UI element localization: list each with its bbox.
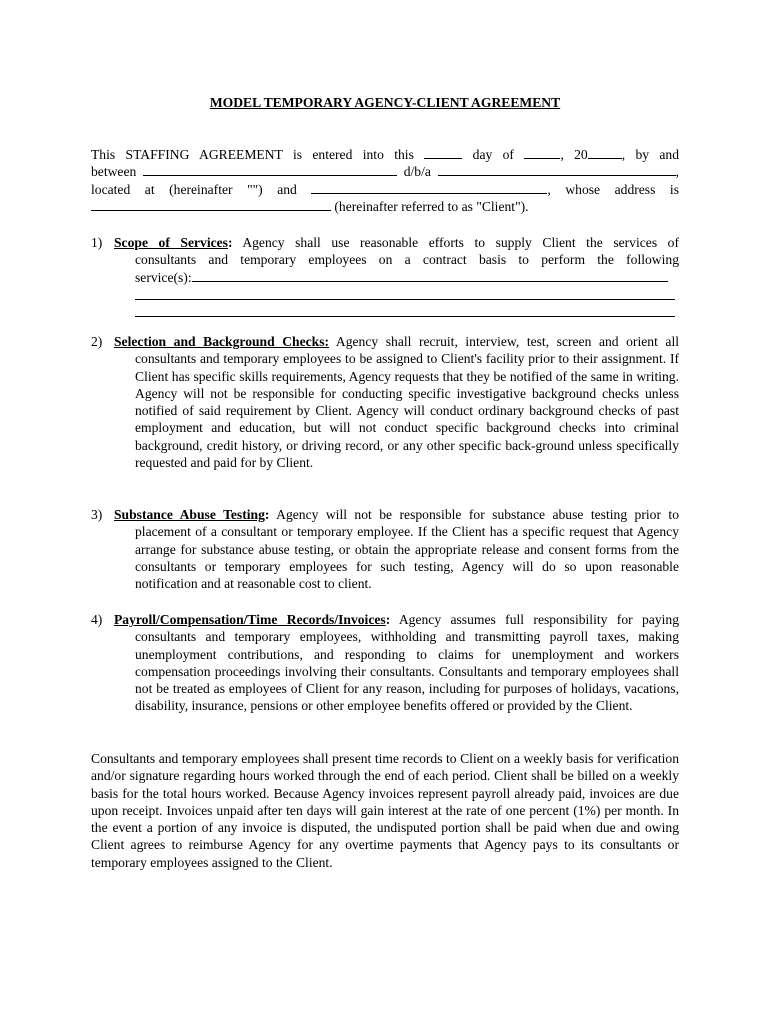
intro-paragraph — [91, 146, 679, 215]
intro-text: , — [675, 164, 679, 180]
intro-text: This STAFFING AGREEMENT is entered into this — [91, 147, 414, 162]
section-text: consultants and temporary employees on a contract basis to perform the following — [135, 252, 679, 268]
section-number: 4) — [91, 612, 103, 627]
section-heading: Scope of Services — [114, 235, 228, 250]
section-number: 3) — [91, 507, 103, 522]
closing-paragraph: Consultants and temporary employees shall present time records to Client on a weekly basis for verification and/or signature regarding hours worked through the end of each period. Client shall be billed on a weekly basis for the total hours worked. Because Agency invoices represent payroll already paid, invoices are due upon receipt. Invoices unpaid after ten days will gain interest at the rate of one percent (1%) per month. In the event a portion of any invoice is disputed, the undisputed portion shall be paid when due and owing Client agrees to reimburse Agency for any overtime payments that Agency pays to its consultants or temporary employees assigned to the Client. — [91, 751, 679, 870]
intro-text: , whose address is — [547, 181, 679, 197]
section-text: Agency shall use reasonable efforts to supply Client the services of — [242, 235, 679, 250]
section-payroll-compensation — [91, 611, 679, 715]
section-heading: Selection and Background Checks: — [114, 334, 330, 349]
section-body — [114, 333, 679, 471]
intro-line-2 — [91, 163, 679, 180]
section-selection-background-checks — [91, 333, 679, 471]
section-text: Agency will not be responsible for substance abuse testing prior to placement of a consultant or temporary employee. If the Client has a specific request that Agency arrange for substance abuse testing, or obtain the appropriate release and consent forms from the consultants or temporary employees for such testing, Agency will do so upon reasonable notification and at reasonable cost to client. — [135, 507, 679, 592]
intro-text: (hereinafter referred to as "Client"). — [334, 198, 529, 214]
intro-text: , 20 — [560, 147, 588, 162]
document-title: MODEL TEMPORARY AGENCY-CLIENT AGREEMENT — [209, 95, 561, 110]
section-body: Substance Abuse Testing: Agency will not be responsible for substance abuse testing prior to placement of a consultant or temporary employee. If the Client has a specific request that Agency arrange for substance abuse testing, or obtain the appropriate release and consent forms from the consultants or temporary employees for such testing, Agency will do so upon reasonable notification and at reasonable cost to client. — [114, 507, 679, 592]
blank-agency-name[interactable] — [143, 163, 397, 176]
section-substance-abuse-testing — [91, 506, 679, 592]
intro-text: day of — [472, 147, 514, 162]
blank-client-address[interactable] — [91, 198, 331, 211]
blank-services-line-2[interactable] — [135, 299, 675, 300]
section-body: Payroll/Compensation/Time Records/Invoices: Agency assumes full responsibility for paying consultants and temporary employees, withholding and transmitting payroll taxes, making unemployment contributions, and responding to claims for unemployment and workers compensation proceedings involving their consultants. Consultants and temporary employees shall not be treated as employees of Client for any reason, including for purposes of holidays, vacations, disability, insurance, pensions or other employee benefits offered or provided by the Client. — [114, 612, 680, 714]
blank-year[interactable] — [588, 146, 622, 159]
section-heading: Payroll/Compensation/Time Records/Invoices — [114, 612, 386, 627]
intro-text: , by and — [621, 147, 680, 162]
intro-text: between — [91, 164, 137, 180]
blank-dba-name[interactable] — [438, 163, 676, 176]
section-heading: Substance Abuse Testing — [114, 507, 265, 522]
blank-day[interactable] — [424, 146, 462, 159]
section-number: 2) — [91, 334, 103, 349]
blank-client-name[interactable] — [311, 181, 547, 194]
intro-text: located at — [91, 181, 155, 197]
intro-line-4 — [91, 198, 679, 215]
intro-line-1 — [91, 146, 679, 163]
intro-text: d/b/a — [403, 164, 431, 180]
intro-text: (hereinafter "") and — [169, 181, 297, 197]
section-number: 1) — [91, 235, 103, 250]
intro-line-3 — [91, 181, 679, 198]
section-text: Agency shall recruit, interview, test, screen and orient all consultants and temporary employees to be assigned to Client's facility prior to their assignment. If Client has specific skills requirements, Agency requests that they be notified of the same in writing. Agency will not be responsible for conducting specific investigative background checks unless notified of said requirement by Client. Agency will conduct ordinary background checks of past employment and education, but will not conduct specific background checks into criminal background, credit history, or driving record, or any other specific back-ground unless specifically requested and paid for by Client. — [135, 334, 679, 471]
section-body: Scope of Services: Agency shall use reasonable efforts to supply Client the services of consultants and temporary employees on a contract basis to perform the following service(s): — [114, 235, 679, 285]
section-scope-of-services — [91, 234, 679, 286]
blank-services-line-1[interactable] — [192, 269, 668, 282]
blank-services-line-3[interactable] — [135, 316, 675, 317]
section-text: Agency assumes full responsibility for paying consultants and temporary employees, withholding and transmitting payroll taxes, making unemployment contributions, and responding to claims for unemployment and workers compensation proceedings involving their consultants. Consultants and temporary employees shall not be treated as employees of Client for any reason, including for purposes of holidays, vacations, disability, insurance, pensions or other employee benefits offered or provided by the Client. — [135, 612, 680, 714]
blank-month[interactable] — [524, 146, 560, 159]
section-text: service(s): — [135, 269, 192, 285]
